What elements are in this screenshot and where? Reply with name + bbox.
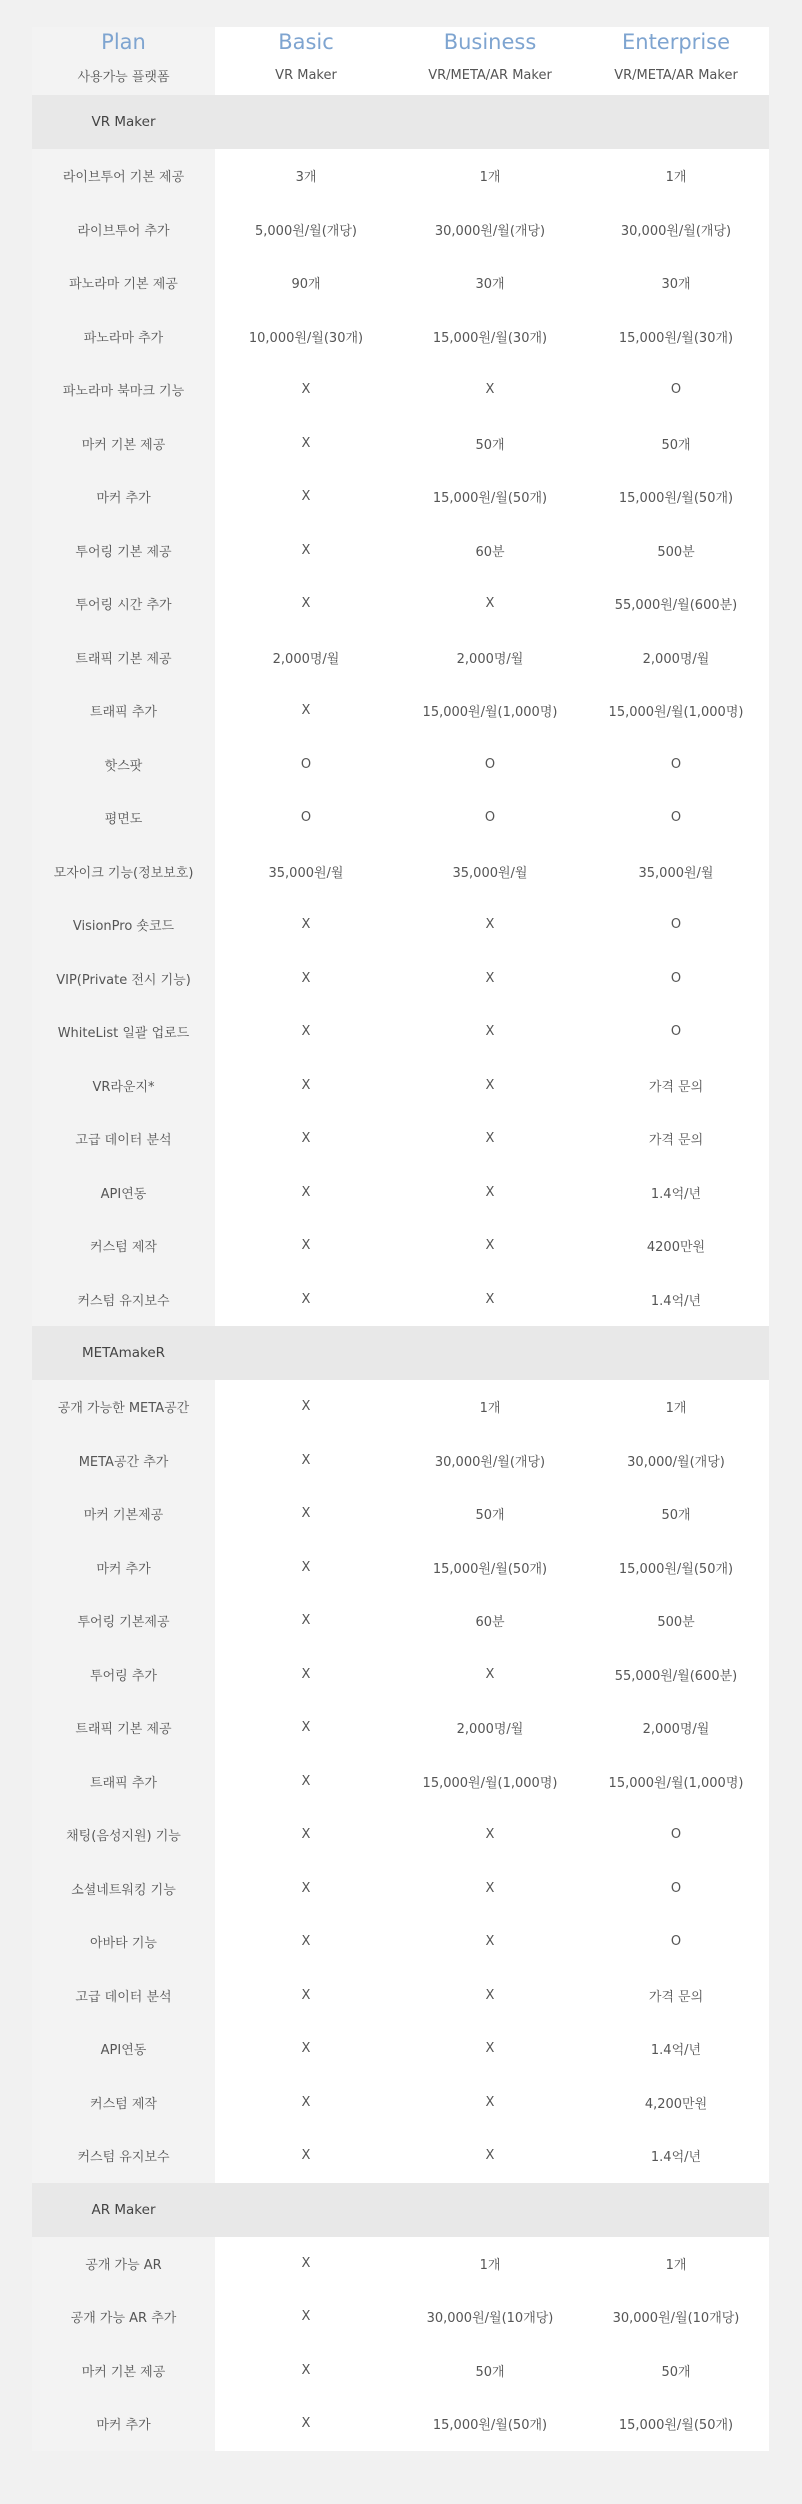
feature-name: 커스텀 제작 — [32, 2076, 215, 2130]
basic-value: 35,000원/월 — [215, 845, 397, 899]
basic-value: O — [215, 738, 397, 792]
basic-value: X — [215, 417, 397, 471]
basic-value: X — [215, 1434, 397, 1488]
basic-value: 3개 — [215, 149, 397, 203]
feature-name: 공개 가능 AR 추가 — [32, 2290, 215, 2344]
basic-value: 10,000원/월(30개) — [215, 310, 397, 364]
enterprise-value: 55,000원/월(600분) — [583, 1648, 769, 1702]
enterprise-value: 1개 — [583, 1380, 769, 1434]
table-row — [32, 2076, 769, 2130]
feature-name: 라이브투어 기본 제공 — [32, 149, 215, 203]
business-value: X — [397, 363, 583, 417]
enterprise-value: 50개 — [583, 1487, 769, 1541]
basic-value: X — [215, 1862, 397, 1916]
table-row — [32, 1273, 769, 1327]
business-value: 30,000원/월(개당) — [397, 203, 583, 257]
enterprise-value: 가격 문의 — [583, 1969, 769, 2023]
basic-plan-header: Basic — [215, 27, 397, 56]
table-row — [32, 2129, 769, 2183]
enterprise-value: 1.4억/년 — [583, 1273, 769, 1327]
table-row — [32, 1112, 769, 1166]
table-row — [32, 738, 769, 792]
feature-name: 트래픽 추가 — [32, 1755, 215, 1809]
business-value: X — [397, 1005, 583, 1059]
feature-name: 커스텀 제작 — [32, 1219, 215, 1273]
enterprise-value: 가격 문의 — [583, 1059, 769, 1113]
plan-header-row — [32, 27, 769, 56]
table-row — [32, 1755, 769, 1809]
business-value: X — [397, 1648, 583, 1702]
table-row — [32, 363, 769, 417]
business-value: X — [397, 1219, 583, 1273]
basic-value: X — [215, 1166, 397, 1220]
platform-row — [32, 56, 769, 95]
basic-value: X — [215, 1005, 397, 1059]
enterprise-value: O — [583, 898, 769, 952]
basic-value: X — [215, 2397, 397, 2451]
feature-name: 마커 추가 — [32, 1541, 215, 1595]
business-value: 15,000원/월(50개) — [397, 1541, 583, 1595]
feature-sections — [32, 95, 769, 2451]
feature-name: 커스텀 유지보수 — [32, 2129, 215, 2183]
enterprise-value: 4200만원 — [583, 1219, 769, 1273]
feature-name: 투어링 기본제공 — [32, 1594, 215, 1648]
basic-value: X — [215, 1380, 397, 1434]
basic-value: X — [215, 524, 397, 578]
enterprise-value: 1.4억/년 — [583, 1166, 769, 1220]
feature-name: META공간 추가 — [32, 1434, 215, 1488]
table-row — [32, 1915, 769, 1969]
enterprise-value: 35,000원/월 — [583, 845, 769, 899]
enterprise-value: O — [583, 1808, 769, 1862]
business-value: X — [397, 1915, 583, 1969]
table-row — [32, 1969, 769, 2023]
enterprise-value: 15,000원/월(30개) — [583, 310, 769, 364]
business-value: 30,000원/월(10개당) — [397, 2290, 583, 2344]
enterprise-value: 1개 — [583, 2237, 769, 2291]
table-row — [32, 845, 769, 899]
table-row — [32, 2022, 769, 2076]
table-row — [32, 1380, 769, 1434]
basic-value: X — [215, 2076, 397, 2130]
business-value: X — [397, 1273, 583, 1327]
business-value: 1개 — [397, 1380, 583, 1434]
feature-name: 파노라마 북마크 기능 — [32, 363, 215, 417]
feature-name: 마커 추가 — [32, 470, 215, 524]
basic-value: X — [215, 1701, 397, 1755]
table-row — [32, 2237, 769, 2291]
business-value: 30,000원/월(개당) — [397, 1434, 583, 1488]
section-title: METAmakeR — [32, 1326, 215, 1380]
business-value: X — [397, 577, 583, 631]
enterprise-value: 2,000명/월 — [583, 631, 769, 685]
basic-value: X — [215, 1755, 397, 1809]
table-row — [32, 417, 769, 471]
feature-name: 고급 데이터 분석 — [32, 1969, 215, 2023]
business-value: 50개 — [397, 417, 583, 471]
table-row — [32, 898, 769, 952]
basic-value: X — [215, 1219, 397, 1273]
table-row — [32, 2397, 769, 2451]
feature-name: 트래픽 기본 제공 — [32, 1701, 215, 1755]
enterprise-value: O — [583, 1862, 769, 1916]
basic-value: 5,000원/월(개당) — [215, 203, 397, 257]
business-value: O — [397, 738, 583, 792]
enterprise-value: 2,000명/월 — [583, 1701, 769, 1755]
feature-name: 라이브투어 추가 — [32, 203, 215, 257]
enterprise-value: 55,000원/월(600분) — [583, 577, 769, 631]
business-value: X — [397, 1059, 583, 1113]
feature-name: 마커 기본 제공 — [32, 417, 215, 471]
basic-value: X — [215, 1112, 397, 1166]
business-value: 60분 — [397, 524, 583, 578]
feature-name: 채팅(음성지원) 기능 — [32, 1808, 215, 1862]
table-row — [32, 1166, 769, 1220]
section-header — [32, 95, 769, 149]
business-value: 15,000원/월(1,000명) — [397, 1755, 583, 1809]
platform-enterprise: VR/META/AR Maker — [583, 56, 769, 95]
section-title: VR Maker — [32, 95, 215, 149]
table-row — [32, 470, 769, 524]
feature-name: 공개 가능한 META공간 — [32, 1380, 215, 1434]
enterprise-value: 50개 — [583, 417, 769, 471]
table-row — [32, 684, 769, 738]
business-value: 30개 — [397, 256, 583, 310]
feature-name: 아바타 기능 — [32, 1915, 215, 1969]
enterprise-value: O — [583, 952, 769, 1006]
business-value: X — [397, 1166, 583, 1220]
business-value: 15,000원/월(50개) — [397, 470, 583, 524]
basic-value: X — [215, 952, 397, 1006]
feature-name: 투어링 기본 제공 — [32, 524, 215, 578]
basic-value: O — [215, 791, 397, 845]
feature-name: 고급 데이터 분석 — [32, 1112, 215, 1166]
enterprise-value: 1.4억/년 — [583, 2129, 769, 2183]
business-value: X — [397, 1862, 583, 1916]
basic-value: X — [215, 2022, 397, 2076]
feature-name: API연동 — [32, 1166, 215, 1220]
feature-name: 핫스팟 — [32, 738, 215, 792]
basic-value: 2,000명/월 — [215, 631, 397, 685]
enterprise-value: 15,000원/월(50개) — [583, 1541, 769, 1595]
basic-value: X — [215, 1969, 397, 2023]
enterprise-value: 15,000원/월(1,000명) — [583, 1755, 769, 1809]
business-value: X — [397, 1808, 583, 1862]
table-row — [32, 577, 769, 631]
enterprise-value: 50개 — [583, 2344, 769, 2398]
enterprise-value: 30,000/월(개당) — [583, 1434, 769, 1488]
table-row — [32, 1005, 769, 1059]
basic-value: 90개 — [215, 256, 397, 310]
basic-value: X — [215, 2344, 397, 2398]
basic-value: X — [215, 1059, 397, 1113]
basic-value: X — [215, 2290, 397, 2344]
feature-name: VR라운지* — [32, 1059, 215, 1113]
basic-value: X — [215, 1487, 397, 1541]
feature-name: 모자이크 기능(정보보호) — [32, 845, 215, 899]
feature-name: 공개 가능 AR — [32, 2237, 215, 2291]
enterprise-value: 30개 — [583, 256, 769, 310]
business-value: 35,000원/월 — [397, 845, 583, 899]
business-value: X — [397, 2022, 583, 2076]
feature-name: 소셜네트워킹 기능 — [32, 1862, 215, 1916]
enterprise-value: 500분 — [583, 524, 769, 578]
table-row — [32, 1487, 769, 1541]
platform-basic: VR Maker — [215, 56, 397, 95]
table-row — [32, 1059, 769, 1113]
enterprise-value: 가격 문의 — [583, 1112, 769, 1166]
enterprise-value: O — [583, 738, 769, 792]
basic-value: X — [215, 2129, 397, 2183]
business-value: X — [397, 1969, 583, 2023]
enterprise-value: O — [583, 1005, 769, 1059]
enterprise-value: 15,000원/월(50개) — [583, 2397, 769, 2451]
enterprise-value: 15,000원/월(1,000명) — [583, 684, 769, 738]
basic-value: X — [215, 1915, 397, 1969]
enterprise-value: 30,000원/월(10개당) — [583, 2290, 769, 2344]
table-row — [32, 1434, 769, 1488]
basic-value: X — [215, 684, 397, 738]
platform-business: VR/META/AR Maker — [397, 56, 583, 95]
table-row — [32, 1808, 769, 1862]
table-row — [32, 1648, 769, 1702]
feature-name: 파노라마 기본 제공 — [32, 256, 215, 310]
business-value: 50개 — [397, 2344, 583, 2398]
business-value: 2,000명/월 — [397, 1701, 583, 1755]
enterprise-value: 1.4억/년 — [583, 2022, 769, 2076]
business-value: 50개 — [397, 1487, 583, 1541]
business-value: 2,000명/월 — [397, 631, 583, 685]
basic-value: X — [215, 2237, 397, 2291]
feature-name: WhiteList 일괄 업로드 — [32, 1005, 215, 1059]
enterprise-value: O — [583, 791, 769, 845]
pricing-table — [32, 27, 769, 2451]
business-value: X — [397, 952, 583, 1006]
table-row — [32, 1541, 769, 1595]
business-plan-header: Business — [397, 27, 583, 56]
table-row — [32, 631, 769, 685]
feature-name: 트래픽 기본 제공 — [32, 631, 215, 685]
basic-value: X — [215, 470, 397, 524]
basic-value: X — [215, 1273, 397, 1327]
business-value: X — [397, 2129, 583, 2183]
basic-value: X — [215, 1648, 397, 1702]
basic-value: X — [215, 1808, 397, 1862]
platform-label: 사용가능 플랫폼 — [32, 56, 215, 95]
table-row — [32, 203, 769, 257]
table-row — [32, 791, 769, 845]
business-value: X — [397, 2076, 583, 2130]
feature-name: VIP(Private 전시 기능) — [32, 952, 215, 1006]
business-value: 15,000원/월(50개) — [397, 2397, 583, 2451]
feature-name: 투어링 추가 — [32, 1648, 215, 1702]
feature-name: 마커 기본제공 — [32, 1487, 215, 1541]
basic-value: X — [215, 1541, 397, 1595]
section-header — [32, 2183, 769, 2237]
enterprise-plan-header: Enterprise — [583, 27, 769, 56]
basic-value: X — [215, 898, 397, 952]
feature-name: 커스텀 유지보수 — [32, 1273, 215, 1327]
basic-value: X — [215, 363, 397, 417]
business-value: X — [397, 1112, 583, 1166]
feature-name: 파노라마 추가 — [32, 310, 215, 364]
table-row — [32, 1862, 769, 1916]
basic-value: X — [215, 1594, 397, 1648]
table-row — [32, 952, 769, 1006]
table-row — [32, 149, 769, 203]
table-row — [32, 310, 769, 364]
table-row — [32, 2344, 769, 2398]
basic-value: X — [215, 577, 397, 631]
section-title: AR Maker — [32, 2183, 215, 2237]
feature-name: VisionPro 숏코드 — [32, 898, 215, 952]
business-value: 15,000원/월(1,000명) — [397, 684, 583, 738]
feature-name: 트래픽 추가 — [32, 684, 215, 738]
table-row — [32, 2290, 769, 2344]
enterprise-value: 15,000원/월(50개) — [583, 470, 769, 524]
feature-name: API연동 — [32, 2022, 215, 2076]
enterprise-value: 30,000원/월(개당) — [583, 203, 769, 257]
section-header — [32, 1326, 769, 1380]
feature-name: 마커 기본 제공 — [32, 2344, 215, 2398]
enterprise-value: O — [583, 363, 769, 417]
business-value: 60분 — [397, 1594, 583, 1648]
enterprise-value: 1개 — [583, 149, 769, 203]
table-row — [32, 1701, 769, 1755]
feature-name: 평면도 — [32, 791, 215, 845]
enterprise-value: 500분 — [583, 1594, 769, 1648]
enterprise-value: 4,200만원 — [583, 2076, 769, 2130]
business-value: 15,000원/월(30개) — [397, 310, 583, 364]
business-value: X — [397, 898, 583, 952]
table-row — [32, 256, 769, 310]
table-row — [32, 1594, 769, 1648]
plan-header: Plan — [32, 27, 215, 56]
feature-name: 투어링 시간 추가 — [32, 577, 215, 631]
table-row — [32, 1219, 769, 1273]
enterprise-value: O — [583, 1915, 769, 1969]
business-value: 1개 — [397, 2237, 583, 2291]
business-value: O — [397, 791, 583, 845]
feature-name: 마커 추가 — [32, 2397, 215, 2451]
table-row — [32, 524, 769, 578]
business-value: 1개 — [397, 149, 583, 203]
